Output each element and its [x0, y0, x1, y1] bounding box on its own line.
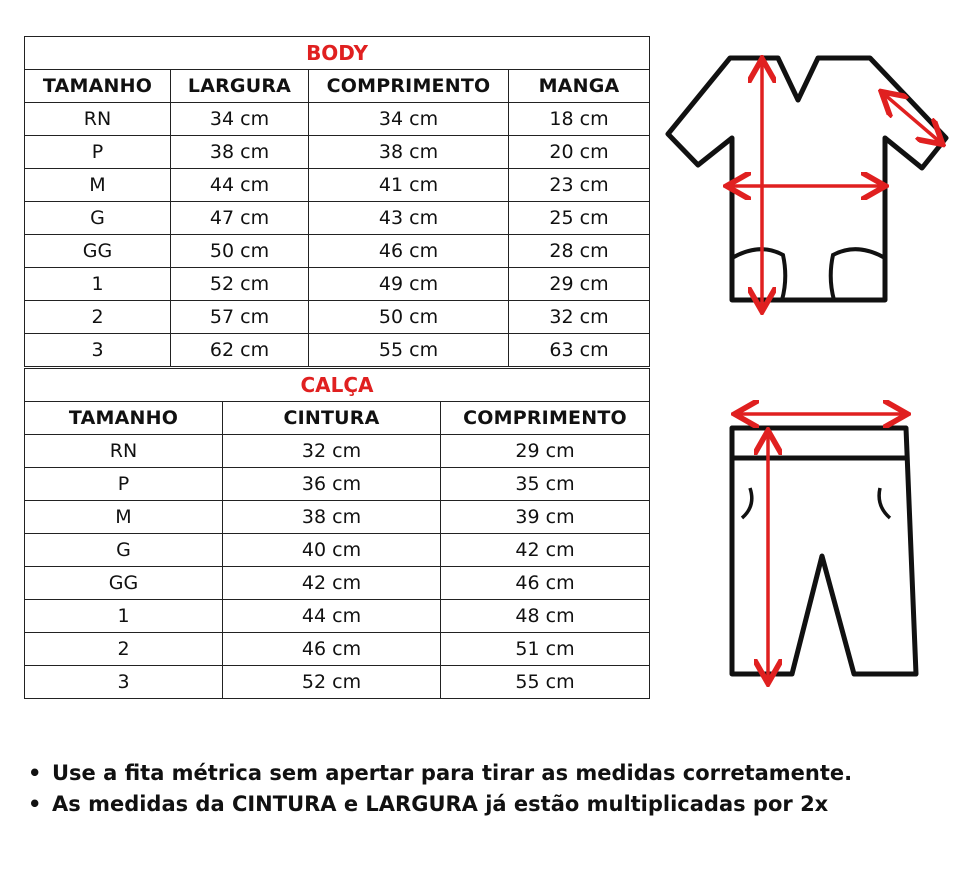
cintura-cell: 42 cm	[223, 567, 441, 600]
bullet-icon: •	[28, 792, 42, 816]
comprimento-cell: 51 cm	[441, 633, 650, 666]
manga-cell: 25 cm	[509, 202, 650, 235]
cintura-cell: 40 cm	[223, 534, 441, 567]
largura-cell: 62 cm	[171, 334, 309, 367]
table-row	[25, 268, 650, 301]
comprimento-cell: 46 cm	[309, 235, 509, 268]
cintura-cell: 32 cm	[223, 435, 441, 468]
table-row	[25, 202, 650, 235]
table-row	[25, 435, 650, 468]
table-row	[25, 169, 650, 202]
table-row	[25, 136, 650, 169]
header-comprimento: COMPRIMENTO	[441, 402, 650, 435]
manga-cell: 23 cm	[509, 169, 650, 202]
size-cell: 3	[25, 334, 171, 367]
size-cell: G	[25, 534, 223, 567]
header-comprimento: COMPRIMENTO	[309, 70, 509, 103]
manga-cell: 18 cm	[509, 103, 650, 136]
cintura-cell: 52 cm	[223, 666, 441, 699]
manga-cell: 28 cm	[509, 235, 650, 268]
table-row	[25, 235, 650, 268]
largura-cell: 44 cm	[171, 169, 309, 202]
pants-size-table	[24, 368, 650, 699]
largura-cell: 57 cm	[171, 301, 309, 334]
pants-diagram-icon	[720, 400, 920, 690]
largura-cell: 47 cm	[171, 202, 309, 235]
comprimento-cell: 46 cm	[441, 567, 650, 600]
table-row	[25, 600, 650, 633]
notes-list	[28, 758, 852, 820]
size-cell: M	[25, 169, 171, 202]
comprimento-cell: 42 cm	[441, 534, 650, 567]
comprimento-cell: 55 cm	[441, 666, 650, 699]
size-cell: 1	[25, 600, 223, 633]
body-size-table	[24, 36, 650, 367]
header-tamanho: TAMANHO	[25, 70, 171, 103]
list-item	[28, 758, 852, 789]
size-cell: 2	[25, 301, 171, 334]
comprimento-cell: 29 cm	[441, 435, 650, 468]
table-row	[25, 103, 650, 136]
table-row	[25, 468, 650, 501]
manga-cell: 63 cm	[509, 334, 650, 367]
largura-cell: 50 cm	[171, 235, 309, 268]
size-cell: M	[25, 501, 223, 534]
note-text: As medidas da CINTURA e LARGURA já estão multiplicadas por 2x	[52, 792, 829, 816]
table-row	[25, 334, 650, 367]
pants-table-title: CALÇA	[25, 369, 650, 402]
bullet-icon: •	[28, 761, 42, 785]
comprimento-cell: 49 cm	[309, 268, 509, 301]
table-row	[25, 567, 650, 600]
list-item	[28, 789, 852, 820]
cintura-cell: 36 cm	[223, 468, 441, 501]
largura-cell: 34 cm	[171, 103, 309, 136]
size-cell: GG	[25, 235, 171, 268]
cintura-cell: 38 cm	[223, 501, 441, 534]
comprimento-cell: 38 cm	[309, 136, 509, 169]
size-cell: P	[25, 136, 171, 169]
size-cell: G	[25, 202, 171, 235]
manga-cell: 32 cm	[509, 301, 650, 334]
comprimento-cell: 35 cm	[441, 468, 650, 501]
cintura-cell: 44 cm	[223, 600, 441, 633]
table-row	[25, 534, 650, 567]
header-tamanho: TAMANHO	[25, 402, 223, 435]
cintura-cell: 46 cm	[223, 633, 441, 666]
manga-cell: 20 cm	[509, 136, 650, 169]
table-row	[25, 501, 650, 534]
header-cintura: CINTURA	[223, 402, 441, 435]
comprimento-cell: 55 cm	[309, 334, 509, 367]
header-manga: MANGA	[509, 70, 650, 103]
comprimento-cell: 48 cm	[441, 600, 650, 633]
table-row	[25, 666, 650, 699]
largura-cell: 52 cm	[171, 268, 309, 301]
note-text: Use a fita métrica sem apertar para tirar as medidas corretamente.	[52, 761, 853, 785]
comprimento-cell: 39 cm	[441, 501, 650, 534]
size-cell: 3	[25, 666, 223, 699]
header-largura: LARGURA	[171, 70, 309, 103]
body-table-title: BODY	[25, 37, 650, 70]
size-cell: RN	[25, 435, 223, 468]
size-cell: 1	[25, 268, 171, 301]
size-cell: 2	[25, 633, 223, 666]
comprimento-cell: 43 cm	[309, 202, 509, 235]
comprimento-cell: 50 cm	[309, 301, 509, 334]
table-row	[25, 633, 650, 666]
comprimento-cell: 34 cm	[309, 103, 509, 136]
largura-cell: 38 cm	[171, 136, 309, 169]
bodysuit-diagram-icon	[660, 50, 960, 320]
size-cell: P	[25, 468, 223, 501]
manga-cell: 29 cm	[509, 268, 650, 301]
size-cell: GG	[25, 567, 223, 600]
table-row	[25, 301, 650, 334]
size-cell: RN	[25, 103, 171, 136]
comprimento-cell: 41 cm	[309, 169, 509, 202]
